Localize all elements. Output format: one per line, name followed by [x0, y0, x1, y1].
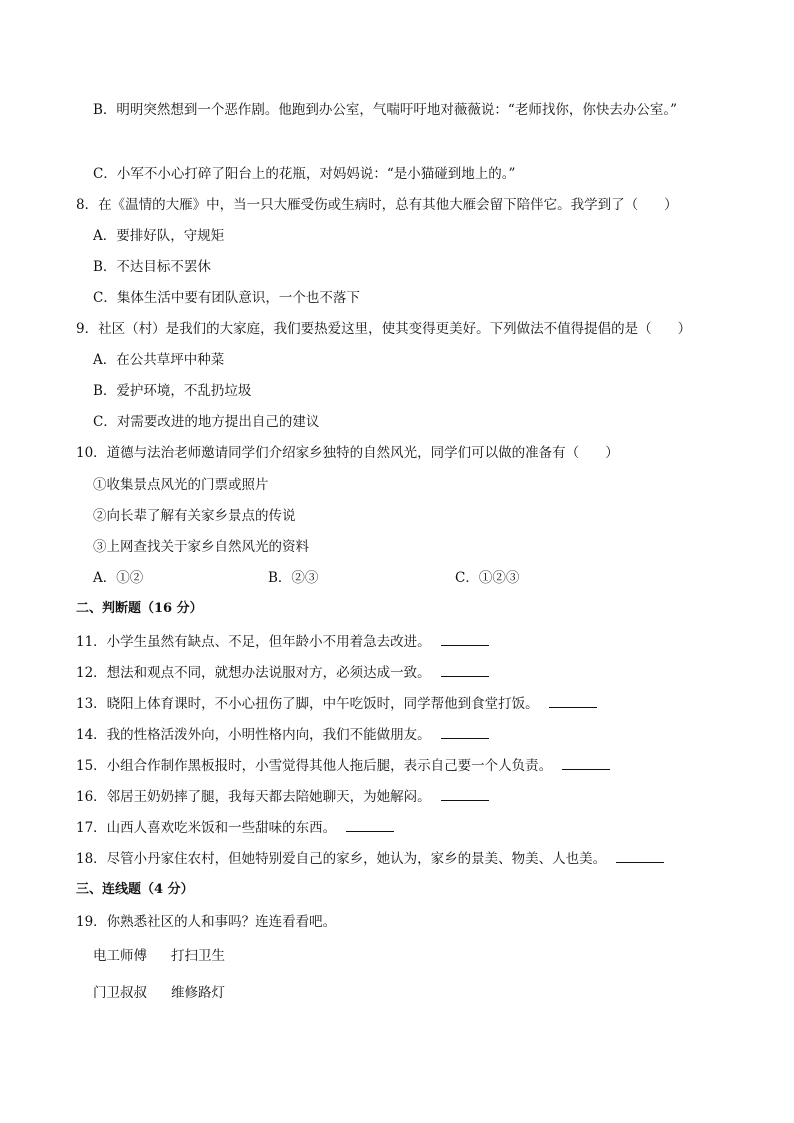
q14 — [76, 726, 489, 744]
q7-option-b: B．明明突然想到一个恶作剧。他跑到办公室，气喘吁吁地对薇薇说：“老师找你，你快去办公室。” — [93, 102, 677, 118]
answer-blank[interactable] — [441, 788, 489, 801]
q8-stem-close: ） — [664, 197, 678, 213]
q9-stem-text: 9．社区（村）是我们的大家庭，我们要热爱这里，使其变得更美好。下列做法不值得提倡的是（ — [76, 321, 652, 337]
q13-text: 13．晓阳上体育课时，不小心扭伤了脚，中午吃饭时，同学帮他到食堂打饭。 — [76, 696, 539, 712]
q16-text: 16．邻居王奶奶摔了腿，我每天都去陪她聊天，为她解闷。 — [76, 789, 431, 805]
q13 — [76, 695, 597, 713]
q15 — [76, 757, 610, 775]
answer-blank[interactable] — [441, 664, 489, 677]
q8-option-b: B．不达目标不罢休 — [93, 259, 211, 275]
q12 — [76, 664, 489, 682]
answer-blank[interactable] — [562, 757, 610, 770]
q10-option-a: A．①② — [93, 570, 144, 586]
q18-text: 18．尽管小丹家住农村，但她特别爱自己的家乡，她认为，家乡的景美、物美、人也美。 — [76, 851, 607, 867]
q11-text: 11．小学生虽然有缺点、不足，但年龄小不用着急去改进。 — [76, 634, 431, 650]
match-left-2[interactable]: 门卫叔叔 — [93, 985, 147, 1001]
q8-option-a: A．要排好队，守规矩 — [93, 228, 225, 244]
q10-item-2: ②向长辈了解有关家乡景点的传说 — [93, 508, 296, 524]
q7-option-c: C．小军不小心打碎了阳台上的花瓶，对妈妈说：“是小猫碰到地上的。” — [93, 166, 516, 182]
q17-text: 17．山西人喜欢吃米饭和一些甜味的东西。 — [76, 820, 337, 836]
answer-blank[interactable] — [616, 850, 664, 863]
q10-stem-close: ） — [605, 445, 619, 461]
q8-stem-text: 8．在《温情的大雁》中，当一只大雁受伤或生病时，总有其他大雁会留下陪伴它。我学到了（ — [76, 197, 639, 213]
q19-stem: 19．你熟悉社区的人和事吗？连连看看吧。 — [76, 914, 337, 930]
match-right-1[interactable]: 打扫卫生 — [171, 948, 225, 964]
answer-blank[interactable] — [549, 695, 597, 708]
q9-stem-close: ） — [677, 321, 692, 337]
q10-option-c: C．①②③ — [455, 570, 520, 586]
q10-stem-text: 10．道德与法治老师邀请同学们介绍家乡独特的自然风光，同学们可以做的准备有（ — [76, 445, 580, 461]
q17 — [76, 819, 394, 837]
q18 — [76, 850, 664, 868]
q8-option-c: C．集体生活中要有团队意识，一个也不落下 — [93, 290, 360, 306]
answer-blank[interactable] — [441, 633, 489, 646]
q15-text: 15．小组合作制作黑板报时，小雪觉得其他人拖后腿，表示自己要一个人负责。 — [76, 758, 553, 774]
q9-stem — [76, 320, 691, 338]
match-left-1[interactable]: 电工师傅 — [93, 948, 147, 964]
q10-item-1: ①收集景点风光的门票或照片 — [93, 477, 269, 493]
answer-blank[interactable] — [346, 819, 394, 832]
section-3-title: 三、连线题（4 分） — [76, 882, 194, 897]
match-right-2[interactable]: 维修路灯 — [171, 985, 225, 1001]
q10-option-b: B．②③ — [268, 570, 319, 586]
q16 — [76, 788, 489, 806]
q9-option-a: A．在公共草坪中种菜 — [93, 352, 225, 368]
q11 — [76, 633, 489, 651]
q9-option-b: B．爱护环境，不乱扔垃圾 — [93, 383, 252, 399]
answer-blank[interactable] — [441, 726, 489, 739]
section-2-title: 二、判断题（16 分） — [76, 601, 203, 616]
q14-text: 14．我的性格活泼外向，小明性格内向，我们不能做朋友。 — [76, 727, 431, 743]
q12-text: 12．想法和观点不同，就想办法说服对方，必须达成一致。 — [76, 665, 431, 681]
q10-stem — [76, 444, 619, 462]
q10-item-3: ③上网查找关于家乡自然风光的资料 — [93, 539, 309, 555]
q8-stem — [76, 196, 678, 214]
q9-option-c: C．对需要改进的地方提出自己的建议 — [93, 414, 320, 430]
